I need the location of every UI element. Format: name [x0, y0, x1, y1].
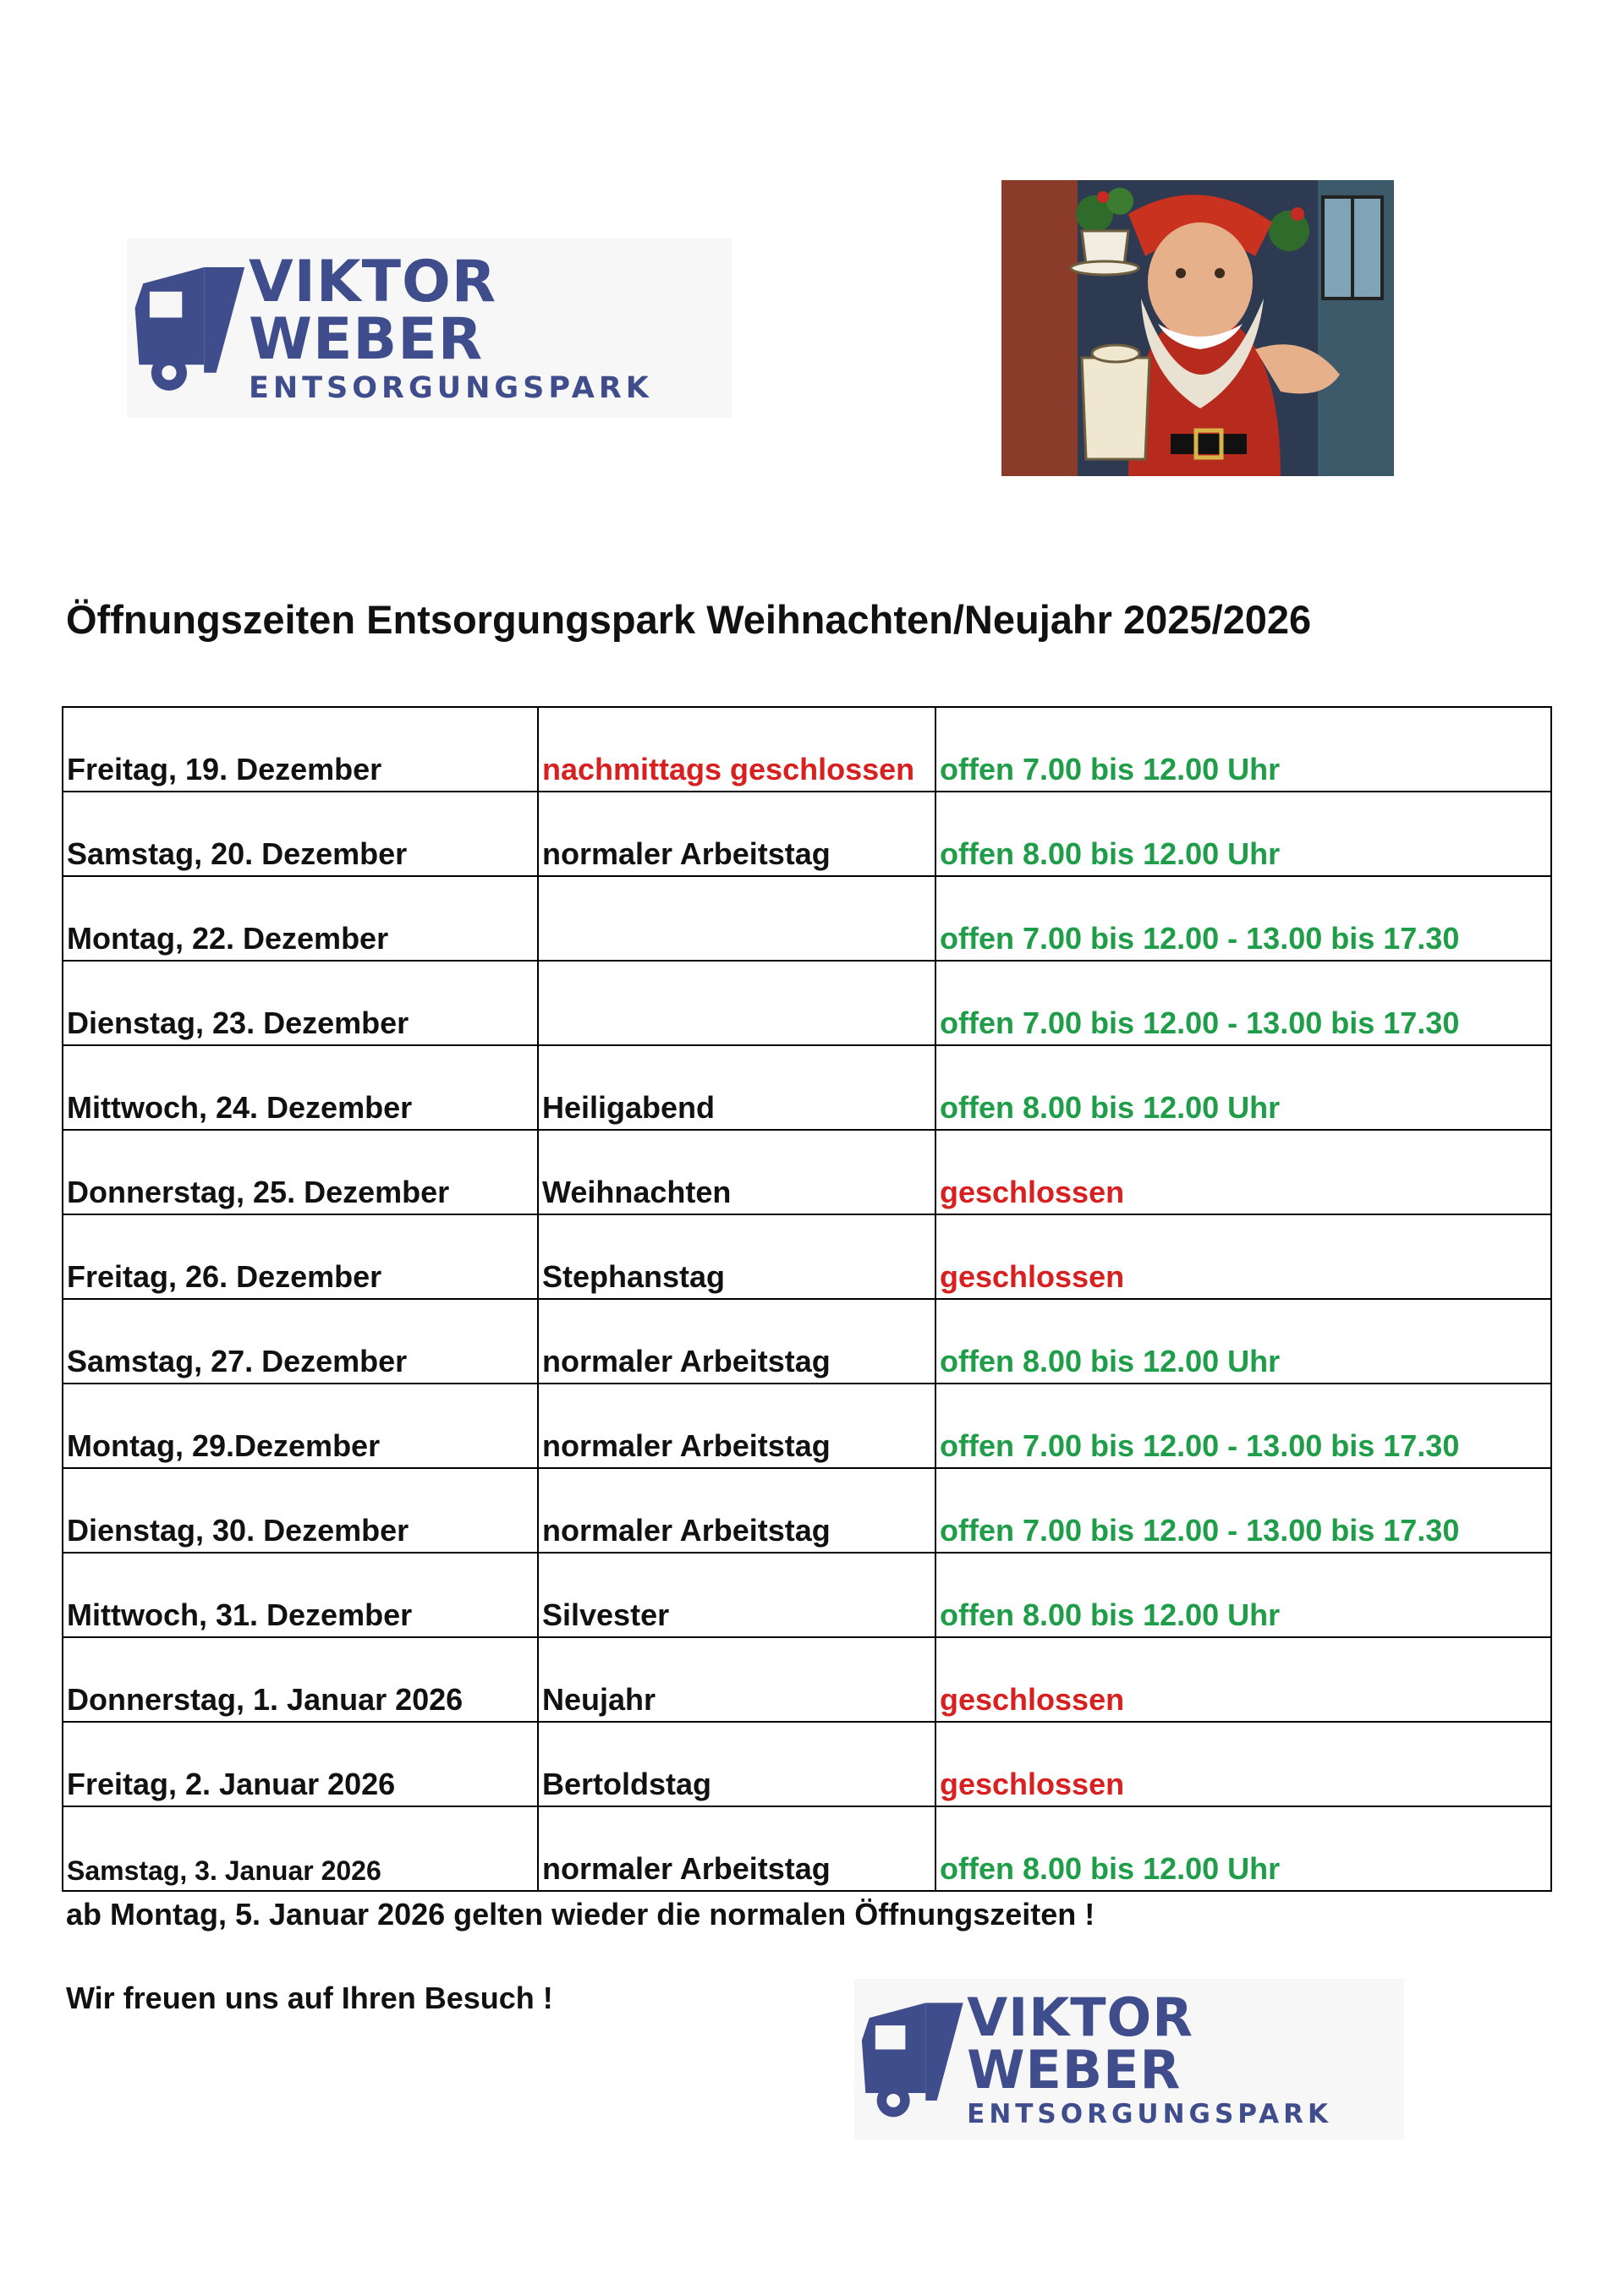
table-row — [63, 1468, 1551, 1553]
hours-cell: offen 7.00 bis 12.00 - 13.00 bis 17.30 — [935, 876, 1551, 961]
table-row — [63, 1637, 1551, 1722]
day-cell: Dienstag, 23. Dezember — [63, 961, 538, 1045]
logo-company-subtitle: ENTSORGUNGSPARK — [967, 2098, 1333, 2129]
table-row — [63, 1553, 1551, 1637]
normal-hours-note: ab Montag, 5. Januar 2026 gelten wieder die normalen Öffnungszeiten ! — [66, 1897, 1095, 1932]
day-cell: Samstag, 20. Dezember — [63, 792, 538, 876]
table-row — [63, 1214, 1551, 1299]
day-cell: Freitag, 19. Dezember — [63, 707, 538, 792]
opening-hours-table — [62, 706, 1552, 1892]
table-row — [63, 1045, 1551, 1130]
day-cell: Montag, 29.Dezember — [63, 1384, 538, 1468]
day-cell: Dienstag, 30. Dezember — [63, 1468, 538, 1553]
hours-cell: offen 7.00 bis 12.00 - 13.00 bis 17.30 — [935, 961, 1551, 1045]
day-cell: Montag, 22. Dezember — [63, 876, 538, 961]
table-row — [63, 1130, 1551, 1214]
company-logo-bottom — [854, 1979, 1404, 2140]
note-cell: normaler Arbeitstag — [538, 1299, 935, 1384]
day-cell: Donnerstag, 25. Dezember — [63, 1130, 538, 1214]
hours-cell: offen 8.00 bis 12.00 Uhr — [935, 1045, 1551, 1130]
santa-claus-illustration — [1001, 180, 1394, 476]
table-row — [63, 1299, 1551, 1384]
note-cell: Stephanstag — [538, 1214, 935, 1299]
day-cell: Donnerstag, 1. Januar 2026 — [63, 1637, 538, 1722]
day-cell: Samstag, 27. Dezember — [63, 1299, 538, 1384]
table-row — [63, 707, 1551, 792]
company-logo-top — [127, 238, 732, 418]
note-cell: nachmittags geschlossen — [538, 707, 935, 792]
table-row — [63, 876, 1551, 961]
note-cell: Weihnachten — [538, 1130, 935, 1214]
note-cell: Bertoldstag — [538, 1722, 935, 1806]
note-cell — [538, 876, 935, 961]
hours-cell: offen 7.00 bis 12.00 - 13.00 bis 17.30 — [935, 1468, 1551, 1553]
hours-cell: offen 8.00 bis 12.00 Uhr — [935, 1553, 1551, 1637]
table-row — [63, 1384, 1551, 1468]
hours-cell: geschlossen — [935, 1722, 1551, 1806]
table-row — [63, 1806, 1551, 1891]
hours-cell: geschlossen — [935, 1130, 1551, 1214]
day-cell: Freitag, 2. Januar 2026 — [63, 1722, 538, 1806]
truck-logo-icon — [854, 1992, 967, 2127]
note-cell: Neujahr — [538, 1637, 935, 1722]
hours-cell: offen 8.00 bis 12.00 Uhr — [935, 1299, 1551, 1384]
hours-cell: offen 7.00 bis 12.00 Uhr — [935, 707, 1551, 792]
note-cell — [538, 961, 935, 1045]
note-cell: Heiligabend — [538, 1045, 935, 1130]
truck-logo-icon — [127, 256, 249, 400]
day-cell: Mittwoch, 24. Dezember — [63, 1045, 538, 1130]
table-row — [63, 792, 1551, 876]
note-cell: normaler Arbeitstag — [538, 1384, 935, 1468]
logo-company-name: VIKTOR WEBER — [967, 1986, 1193, 2101]
hours-cell: offen 8.00 bis 12.00 Uhr — [935, 1806, 1551, 1891]
note-cell: normaler Arbeitstag — [538, 792, 935, 876]
table-row — [63, 961, 1551, 1045]
day-cell: Samstag, 3. Januar 2026 — [63, 1806, 538, 1891]
hours-cell: offen 7.00 bis 12.00 - 13.00 bis 17.30 — [935, 1384, 1551, 1468]
day-cell: Mittwoch, 31. Dezember — [63, 1553, 538, 1637]
page-title: Öffnungszeiten Entsorgungspark Weihnachten/Neujahr 2025/2026 — [66, 597, 1312, 642]
hours-cell: geschlossen — [935, 1214, 1551, 1299]
logo-company-subtitle: ENTSORGUNGSPARK — [248, 370, 653, 405]
hours-cell: geschlossen — [935, 1637, 1551, 1722]
logo-company-name: VIKTOR WEBER — [248, 248, 497, 373]
welcome-note: Wir freuen uns auf Ihren Besuch ! — [66, 1981, 553, 2015]
note-cell: normaler Arbeitstag — [538, 1468, 935, 1553]
hours-cell: offen 8.00 bis 12.00 Uhr — [935, 792, 1551, 876]
note-cell: normaler Arbeitstag — [538, 1806, 935, 1891]
note-cell: Silvester — [538, 1553, 935, 1637]
day-cell: Freitag, 26. Dezember — [63, 1214, 538, 1299]
table-row — [63, 1722, 1551, 1806]
